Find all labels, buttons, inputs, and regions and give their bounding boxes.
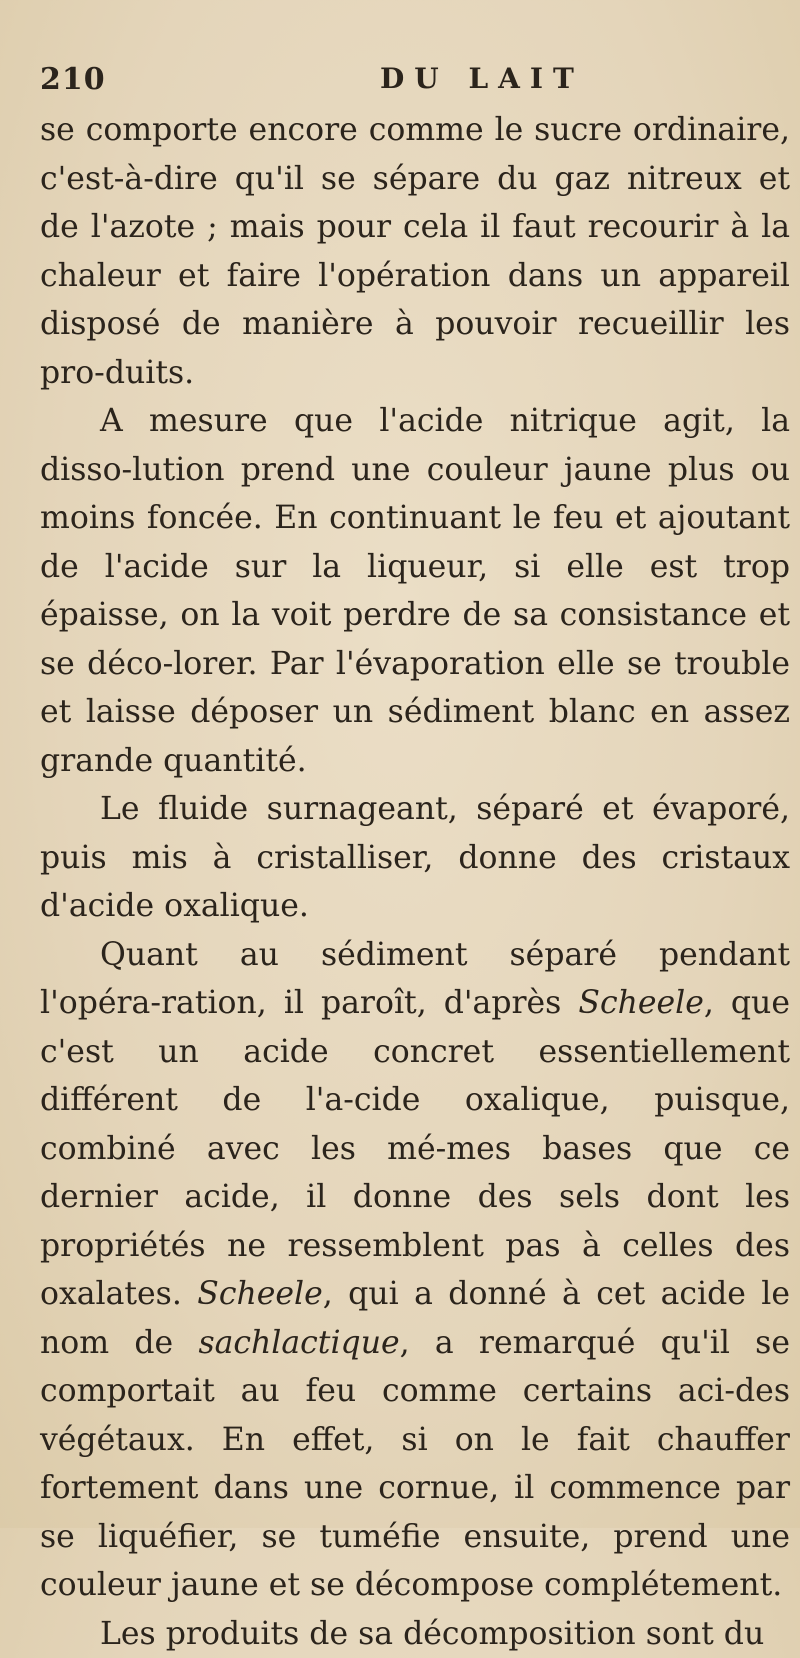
text-segment: , que c'est un acide concret essentiellement différent de l'a-cide oxalique, puisque, combiné avec les mé-mes bases que ce dernier acide, il donne des sels dont les propriétés ne ressemblent pas à celles des oxalates. <box>40 985 790 1312</box>
paragraph-p4 <box>40 931 790 1610</box>
italic-text: Scheele <box>197 1276 323 1312</box>
paragraph-p1 <box>40 106 790 397</box>
paragraph-p3 <box>40 785 790 931</box>
text-segment: Quant au sédiment séparé pendant l'opéra-ration, il paroît, d'après <box>40 937 790 1022</box>
paragraph-p5 <box>40 1610 790 1658</box>
running-head: DU LAIT <box>380 62 584 95</box>
italic-text: sachlactique <box>198 1325 399 1361</box>
italic-text: Scheele <box>578 985 704 1021</box>
text-segment: , qui a donné à cet acide le nom de <box>40 1276 790 1361</box>
text-segment: , a remarqué qu'il se comportait au feu comme certains aci-des végétaux. En effet, si on le fait chauffer fortement dans une cornue, il commence par se liquéfier, se tuméfie ensuite, prend une couleur jaune et se décompose complétement. <box>40 1325 790 1604</box>
page-number: 210 <box>40 62 106 97</box>
text-segment: se comporte encore comme le sucre ordinaire, c'est-à-dire qu'il se sépare du gaz nitreux et de l'azote ; mais pour cela il faut recourir à la chaleur et faire l'opération dans un appareil disposé de manière à pouvoir recueillir les pro-duits. <box>40 112 790 391</box>
page-header <box>40 62 800 102</box>
text-segment: Les produits de sa décomposition sont du <box>100 1616 764 1652</box>
text-segment: Le fluide surnageant, séparé et évaporé, puis mis à cristalliser, donne des cristaux d'acide oxalique. <box>40 791 790 924</box>
body-text <box>40 106 790 1658</box>
paragraph-p2 <box>40 397 790 785</box>
text-segment: A mesure que l'acide nitrique agit, la disso-lution prend une couleur jaune plus ou moins foncée. En continuant le feu et ajoutant de l'acide sur la liqueur, si elle est trop épaisse, on la voit perdre de sa consistance et se déco-lorer. Par l'évaporation elle se trouble et laisse déposer un sédiment blanc en assez grande quantité. <box>40 403 790 779</box>
